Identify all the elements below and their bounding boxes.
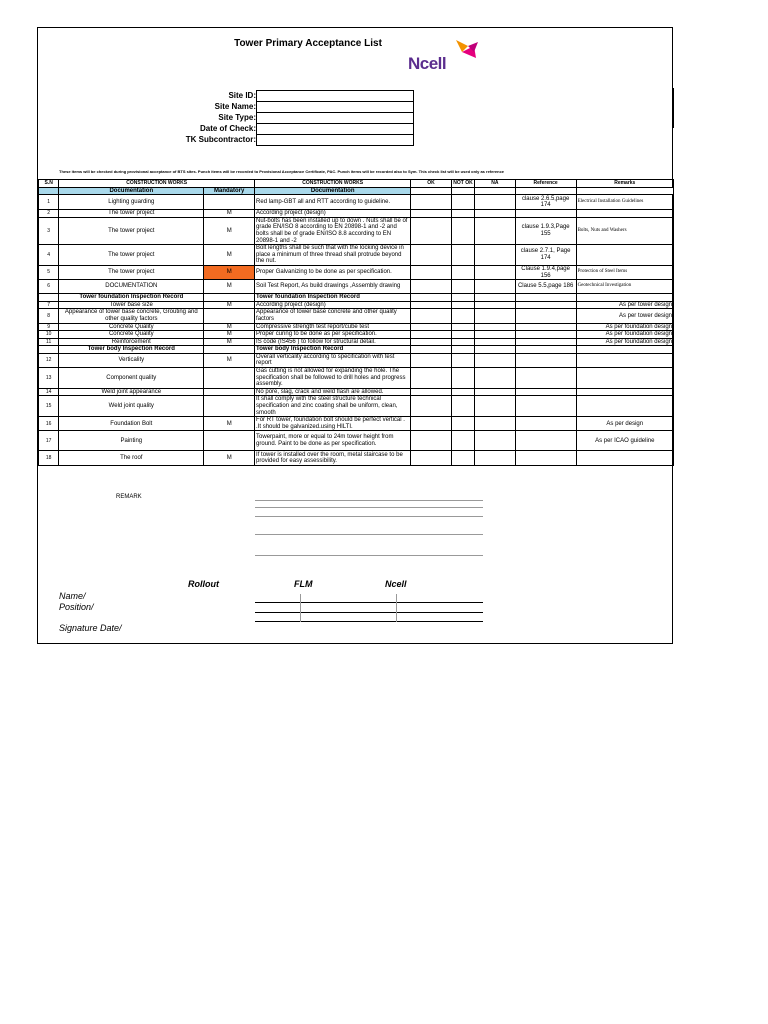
row-sn: 2 bbox=[39, 210, 59, 218]
table-row bbox=[39, 245, 674, 266]
row-not-ok-cell[interactable] bbox=[451, 451, 474, 466]
row-remarks: As per ICAO guideline bbox=[576, 431, 673, 451]
table-row bbox=[39, 309, 674, 323]
row-sn: 15 bbox=[39, 396, 59, 417]
header-na: NA bbox=[475, 180, 516, 188]
table-row bbox=[39, 301, 674, 309]
table-row bbox=[39, 323, 674, 331]
row-description: According project (design) bbox=[255, 301, 411, 309]
sig-name-line[interactable] bbox=[255, 602, 483, 603]
row-work: Tower body Inspection Record bbox=[59, 346, 204, 354]
sig-name-label: Name/ bbox=[59, 591, 86, 601]
row-mandatory: M bbox=[204, 331, 255, 339]
header-not-ok: NOT OK bbox=[453, 180, 473, 186]
row-work: DOCUMENTATION bbox=[59, 280, 204, 294]
row-na-cell[interactable] bbox=[475, 323, 516, 331]
row-not-ok-cell[interactable] bbox=[451, 265, 474, 279]
row-reference bbox=[515, 353, 576, 367]
table-row bbox=[39, 265, 674, 279]
row-reference bbox=[515, 431, 576, 451]
row-description: Compressive strength test report/cube test bbox=[255, 323, 411, 331]
row-description: If tower is installed over the room, metal staircase to be provided for easy assessibility. bbox=[255, 451, 411, 466]
row-description: Nut-bolts has been installed up to down . Nuts shall be of grade EN/ISO 8 according to EN 20898-1 and -2 and bolts shall be of grade EN/ISO 8.8 according to EN 20898-1 and -2 bbox=[255, 217, 411, 244]
table-row bbox=[39, 280, 674, 294]
row-sn: 3 bbox=[39, 217, 59, 244]
row-mandatory bbox=[204, 346, 255, 354]
row-not-ok-cell[interactable] bbox=[451, 301, 474, 309]
row-not-ok-cell[interactable] bbox=[451, 195, 474, 210]
row-na-cell[interactable] bbox=[475, 217, 516, 244]
row-description: Appearance of tower base concrete and other quality factors bbox=[255, 309, 411, 323]
site-type-label: Site Type: bbox=[218, 113, 256, 122]
row-sn: 10 bbox=[39, 331, 59, 339]
row-sn: 1 bbox=[39, 195, 59, 210]
row-ok-cell[interactable] bbox=[411, 323, 452, 331]
row-ok-cell[interactable] bbox=[411, 338, 452, 346]
row-description: No pore, slag, crack and weld flash are allowed. bbox=[255, 388, 411, 396]
checklist-table bbox=[38, 179, 674, 466]
row-not-ok-cell[interactable] bbox=[451, 331, 474, 339]
table-subheader bbox=[39, 187, 674, 195]
brand-name: Ncell bbox=[408, 54, 447, 73]
header-reference: Reference bbox=[515, 180, 576, 188]
row-reference bbox=[515, 210, 576, 218]
row-work: The tower project bbox=[59, 217, 204, 244]
table-row bbox=[39, 338, 674, 346]
row-ok-cell[interactable] bbox=[411, 210, 452, 218]
row-remarks bbox=[576, 396, 673, 417]
remark-line[interactable] bbox=[255, 534, 483, 535]
table-row bbox=[39, 388, 674, 396]
row-not-ok-cell[interactable] bbox=[451, 431, 474, 451]
row-remarks bbox=[576, 353, 673, 367]
row-description: IS code (IS456 ) to follow for structural detail. bbox=[255, 338, 411, 346]
header-construction-works: CONSTRUCTION WORKS bbox=[59, 180, 255, 188]
row-work: Tower foundation Inspection Record bbox=[59, 294, 204, 302]
row-remarks: As per tower design bbox=[576, 301, 673, 309]
row-sn: 17 bbox=[39, 431, 59, 451]
header-ok: OK bbox=[411, 180, 452, 188]
row-work: Painting bbox=[59, 431, 204, 451]
row-description: Tower foundation Inspection Record bbox=[255, 294, 411, 302]
row-work: The tower project bbox=[59, 265, 204, 279]
remark-line[interactable] bbox=[255, 507, 483, 508]
row-na-cell[interactable] bbox=[475, 195, 516, 210]
row-na-cell[interactable] bbox=[475, 417, 516, 431]
row-na-cell[interactable] bbox=[475, 210, 516, 218]
row-remarks: Protection of Steel Items bbox=[576, 265, 673, 279]
row-not-ok-cell[interactable] bbox=[451, 353, 474, 367]
row-ok-cell[interactable] bbox=[411, 331, 452, 339]
table-header bbox=[39, 180, 674, 188]
tk-subcontractor-label: TK Subcontractor: bbox=[185, 135, 256, 144]
row-work: Tower base size bbox=[59, 301, 204, 309]
ncell-logo bbox=[408, 38, 488, 78]
row-sn: 18 bbox=[39, 451, 59, 466]
row-ok-cell[interactable] bbox=[411, 195, 452, 210]
row-reference bbox=[515, 323, 576, 331]
remark-label: REMARK bbox=[116, 494, 142, 500]
row-mandatory: M bbox=[204, 217, 255, 244]
row-not-ok-cell[interactable] bbox=[451, 245, 474, 266]
row-remarks: As per foundation design bbox=[576, 331, 673, 339]
row-description: Tower body Inspection Record bbox=[255, 346, 411, 354]
row-sn bbox=[39, 294, 59, 302]
row-description: Towerpaint, more or equal to 24m tower height from ground. Paint to be done as per specification. bbox=[255, 431, 411, 451]
row-mandatory: M bbox=[204, 323, 255, 331]
row-not-ok-cell[interactable] bbox=[451, 323, 474, 331]
row-not-ok-cell[interactable] bbox=[451, 210, 474, 218]
row-work: Weld joint quality bbox=[59, 396, 204, 417]
table-row bbox=[39, 217, 674, 244]
remark-line[interactable] bbox=[255, 516, 483, 517]
instructions-note: These items will be checked during provisional acceptance of BTS sites. Punch items will be recorded to Provisional Acceptance Certificate, PAC. Punch items will be recorded also to Sym. This check list will be used only as reference bbox=[59, 169, 505, 174]
remark-line[interactable] bbox=[255, 500, 483, 501]
row-ok-cell[interactable] bbox=[411, 346, 452, 354]
table-row bbox=[39, 210, 674, 218]
section-row bbox=[39, 346, 674, 354]
row-reference bbox=[515, 417, 576, 431]
row-description: Bolt lengths shall be such that with the locking device in place a minimum of three thread shall protrude beyond the nut. bbox=[255, 245, 411, 266]
row-ok-cell[interactable] bbox=[411, 245, 452, 266]
row-reference: clause 1.9.3,Page 155 bbox=[515, 217, 576, 244]
row-mandatory bbox=[204, 431, 255, 451]
row-description: Soil Test Report, As build drawings ,Assembly drawing bbox=[255, 280, 411, 294]
row-not-ok-cell[interactable] bbox=[451, 368, 474, 389]
row-work: Lighting guarding bbox=[59, 195, 204, 210]
row-reference bbox=[515, 294, 576, 302]
row-reference: clause 2.6.5,page 174 bbox=[515, 195, 576, 210]
row-mandatory: M bbox=[204, 210, 255, 218]
row-na-cell[interactable] bbox=[475, 331, 516, 339]
header-construction-works-2: CONSTRUCTION WORKS bbox=[255, 180, 411, 188]
date-of-check-label: Date of Check: bbox=[199, 124, 256, 133]
tk-subcontractor-field[interactable] bbox=[256, 134, 414, 146]
row-not-ok-cell[interactable] bbox=[451, 309, 474, 323]
row-ok-cell[interactable] bbox=[411, 265, 452, 279]
table-row bbox=[39, 431, 674, 451]
header-remarks: Remarks bbox=[576, 180, 673, 188]
row-sn: 14 bbox=[39, 388, 59, 396]
row-mandatory: M bbox=[204, 265, 255, 279]
row-sn: 11 bbox=[39, 338, 59, 346]
row-na-cell[interactable] bbox=[475, 338, 516, 346]
sig-position-line[interactable] bbox=[255, 612, 483, 613]
page-title: Tower Primary Acceptance List bbox=[234, 38, 382, 49]
row-sn: 9 bbox=[39, 323, 59, 331]
row-sn: 5 bbox=[39, 265, 59, 279]
row-reference bbox=[515, 396, 576, 417]
header-sn: S.N bbox=[39, 180, 59, 188]
row-remarks: As per tower design bbox=[576, 309, 673, 323]
row-description: It shall comply with the steel structure technical specification and zinc coating shall be uniform, clean, smooth bbox=[255, 396, 411, 417]
row-na-cell[interactable] bbox=[475, 265, 516, 279]
row-na-cell[interactable] bbox=[475, 309, 516, 323]
row-na-cell[interactable] bbox=[475, 346, 516, 354]
row-ok-cell[interactable] bbox=[411, 301, 452, 309]
row-description: According project (design) bbox=[255, 210, 411, 218]
row-mandatory: M bbox=[204, 353, 255, 367]
row-sn bbox=[39, 346, 59, 354]
row-remarks bbox=[576, 451, 673, 466]
row-work: The roof bbox=[59, 451, 204, 466]
row-mandatory: M bbox=[204, 417, 255, 431]
row-work: Weld joint appearance bbox=[59, 388, 204, 396]
row-mandatory bbox=[204, 195, 255, 210]
row-sn: 16 bbox=[39, 417, 59, 431]
row-reference: Clause 5.5,page 186 bbox=[515, 280, 576, 294]
section-row bbox=[39, 294, 674, 302]
row-na-cell[interactable] bbox=[475, 280, 516, 294]
row-reference bbox=[515, 368, 576, 389]
row-na-cell[interactable] bbox=[475, 294, 516, 302]
row-reference bbox=[515, 451, 576, 466]
row-mandatory: M bbox=[204, 451, 255, 466]
row-description: Proper curing to be done as per specification. bbox=[255, 331, 411, 339]
acceptance-sheet bbox=[37, 27, 673, 644]
table-row bbox=[39, 396, 674, 417]
row-ok-cell[interactable] bbox=[411, 368, 452, 389]
row-work: Concrete Quality bbox=[59, 323, 204, 331]
row-na-cell[interactable] bbox=[475, 368, 516, 389]
row-not-ok-cell[interactable] bbox=[451, 346, 474, 354]
row-na-cell[interactable] bbox=[475, 388, 516, 396]
row-remarks bbox=[576, 368, 673, 389]
sig-divider bbox=[396, 594, 397, 622]
row-ok-cell[interactable] bbox=[411, 417, 452, 431]
row-na-cell[interactable] bbox=[475, 301, 516, 309]
sig-rollout: Rollout bbox=[188, 579, 219, 589]
row-sn: 7 bbox=[39, 301, 59, 309]
row-mandatory: M bbox=[204, 280, 255, 294]
row-description: Red lamp-GBT all and RTT according to guideline. bbox=[255, 195, 411, 210]
table-row bbox=[39, 451, 674, 466]
divider bbox=[673, 88, 674, 128]
row-reference bbox=[515, 301, 576, 309]
row-remarks: Bolts, Nuts and Washers bbox=[576, 217, 673, 244]
row-sn: 12 bbox=[39, 353, 59, 367]
row-remarks bbox=[576, 245, 673, 266]
row-mandatory bbox=[204, 368, 255, 389]
row-ok-cell[interactable] bbox=[411, 388, 452, 396]
sig-date-label: Signature Date/ bbox=[59, 623, 122, 633]
row-remarks: As per design bbox=[576, 417, 673, 431]
row-remarks: Geotechnical Investigation bbox=[576, 280, 673, 294]
row-ok-cell[interactable] bbox=[411, 294, 452, 302]
row-mandatory: M bbox=[204, 301, 255, 309]
row-sn: 13 bbox=[39, 368, 59, 389]
row-description: Proper Galvanizing to be done as per specification. bbox=[255, 265, 411, 279]
row-reference bbox=[515, 388, 576, 396]
row-ok-cell[interactable] bbox=[411, 353, 452, 367]
row-remarks: As per foundation design bbox=[576, 338, 673, 346]
sig-flm: FLM bbox=[294, 579, 313, 589]
site-name-label: Site Name: bbox=[214, 102, 256, 111]
table-row bbox=[39, 417, 674, 431]
table-row bbox=[39, 353, 674, 367]
row-remarks bbox=[576, 388, 673, 396]
row-na-cell[interactable] bbox=[475, 451, 516, 466]
row-not-ok-cell[interactable] bbox=[451, 417, 474, 431]
row-reference bbox=[515, 331, 576, 339]
table-row bbox=[39, 331, 674, 339]
row-mandatory bbox=[204, 294, 255, 302]
row-description: Gas cutting is not allowed for expanding the hole. The specification shall be followed to drill holes and progress assembly. bbox=[255, 368, 411, 389]
row-na-cell[interactable] bbox=[475, 353, 516, 367]
sig-ncell: Ncell bbox=[385, 579, 407, 589]
row-remarks bbox=[576, 346, 673, 354]
row-work: Reinforcement bbox=[59, 338, 204, 346]
sig-divider bbox=[300, 594, 301, 622]
row-work: Verticality bbox=[59, 353, 204, 367]
row-not-ok-cell[interactable] bbox=[451, 280, 474, 294]
row-mandatory bbox=[204, 309, 255, 323]
row-work: Appearance of tower base concrete, Grouting and other quality factors bbox=[59, 309, 204, 323]
row-sn: 8 bbox=[39, 309, 59, 323]
ncell-logo-icon bbox=[454, 38, 484, 60]
remark-line[interactable] bbox=[255, 555, 483, 556]
row-reference bbox=[515, 309, 576, 323]
row-na-cell[interactable] bbox=[475, 396, 516, 417]
row-work: Concrete Quality bbox=[59, 331, 204, 339]
row-not-ok-cell[interactable] bbox=[451, 388, 474, 396]
row-ok-cell[interactable] bbox=[411, 309, 452, 323]
row-description: For RT tower, foundation bolt should be perfect vertical . .It should be galvanized.using HILTI. bbox=[255, 417, 411, 431]
row-work: Foundation Bolt bbox=[59, 417, 204, 431]
table-row bbox=[39, 195, 674, 210]
row-work: Component quality bbox=[59, 368, 204, 389]
row-remarks bbox=[576, 210, 673, 218]
row-not-ok-cell[interactable] bbox=[451, 294, 474, 302]
row-mandatory bbox=[204, 396, 255, 417]
subheader-mandatory: Mandatory bbox=[204, 187, 255, 195]
row-ok-cell[interactable] bbox=[411, 217, 452, 244]
row-not-ok-cell[interactable] bbox=[451, 396, 474, 417]
row-not-ok-cell[interactable] bbox=[451, 217, 474, 244]
row-sn: 6 bbox=[39, 280, 59, 294]
row-na-cell[interactable] bbox=[475, 245, 516, 266]
row-mandatory bbox=[204, 388, 255, 396]
row-reference: Clause 1.9.4,page 156 bbox=[515, 265, 576, 279]
row-ok-cell[interactable] bbox=[411, 396, 452, 417]
table-row bbox=[39, 368, 674, 389]
row-remarks bbox=[576, 294, 673, 302]
row-reference bbox=[515, 338, 576, 346]
row-remarks: Electrical Installation Guidelines bbox=[576, 195, 673, 210]
subheader-documentation: Documentation bbox=[59, 187, 204, 195]
sig-position-label: Position/ bbox=[59, 602, 94, 612]
row-mandatory: M bbox=[204, 245, 255, 266]
row-work: The tower project bbox=[59, 210, 204, 218]
row-reference: clause 2.7.1, Page 174 bbox=[515, 245, 576, 266]
row-ok-cell[interactable] bbox=[411, 431, 452, 451]
site-id-label: Site ID: bbox=[228, 91, 256, 100]
row-not-ok-cell[interactable] bbox=[451, 338, 474, 346]
row-remarks: As per foundation design bbox=[576, 323, 673, 331]
row-reference bbox=[515, 346, 576, 354]
row-ok-cell[interactable] bbox=[411, 451, 452, 466]
subheader-documentation-2: Documentation bbox=[255, 187, 411, 195]
row-ok-cell[interactable] bbox=[411, 280, 452, 294]
row-description: Overall verticality according to specification with test report bbox=[255, 353, 411, 367]
row-mandatory: M bbox=[204, 338, 255, 346]
row-sn: 4 bbox=[39, 245, 59, 266]
row-na-cell[interactable] bbox=[475, 431, 516, 451]
sig-date-line[interactable] bbox=[255, 621, 483, 622]
row-work: The tower project bbox=[59, 245, 204, 266]
